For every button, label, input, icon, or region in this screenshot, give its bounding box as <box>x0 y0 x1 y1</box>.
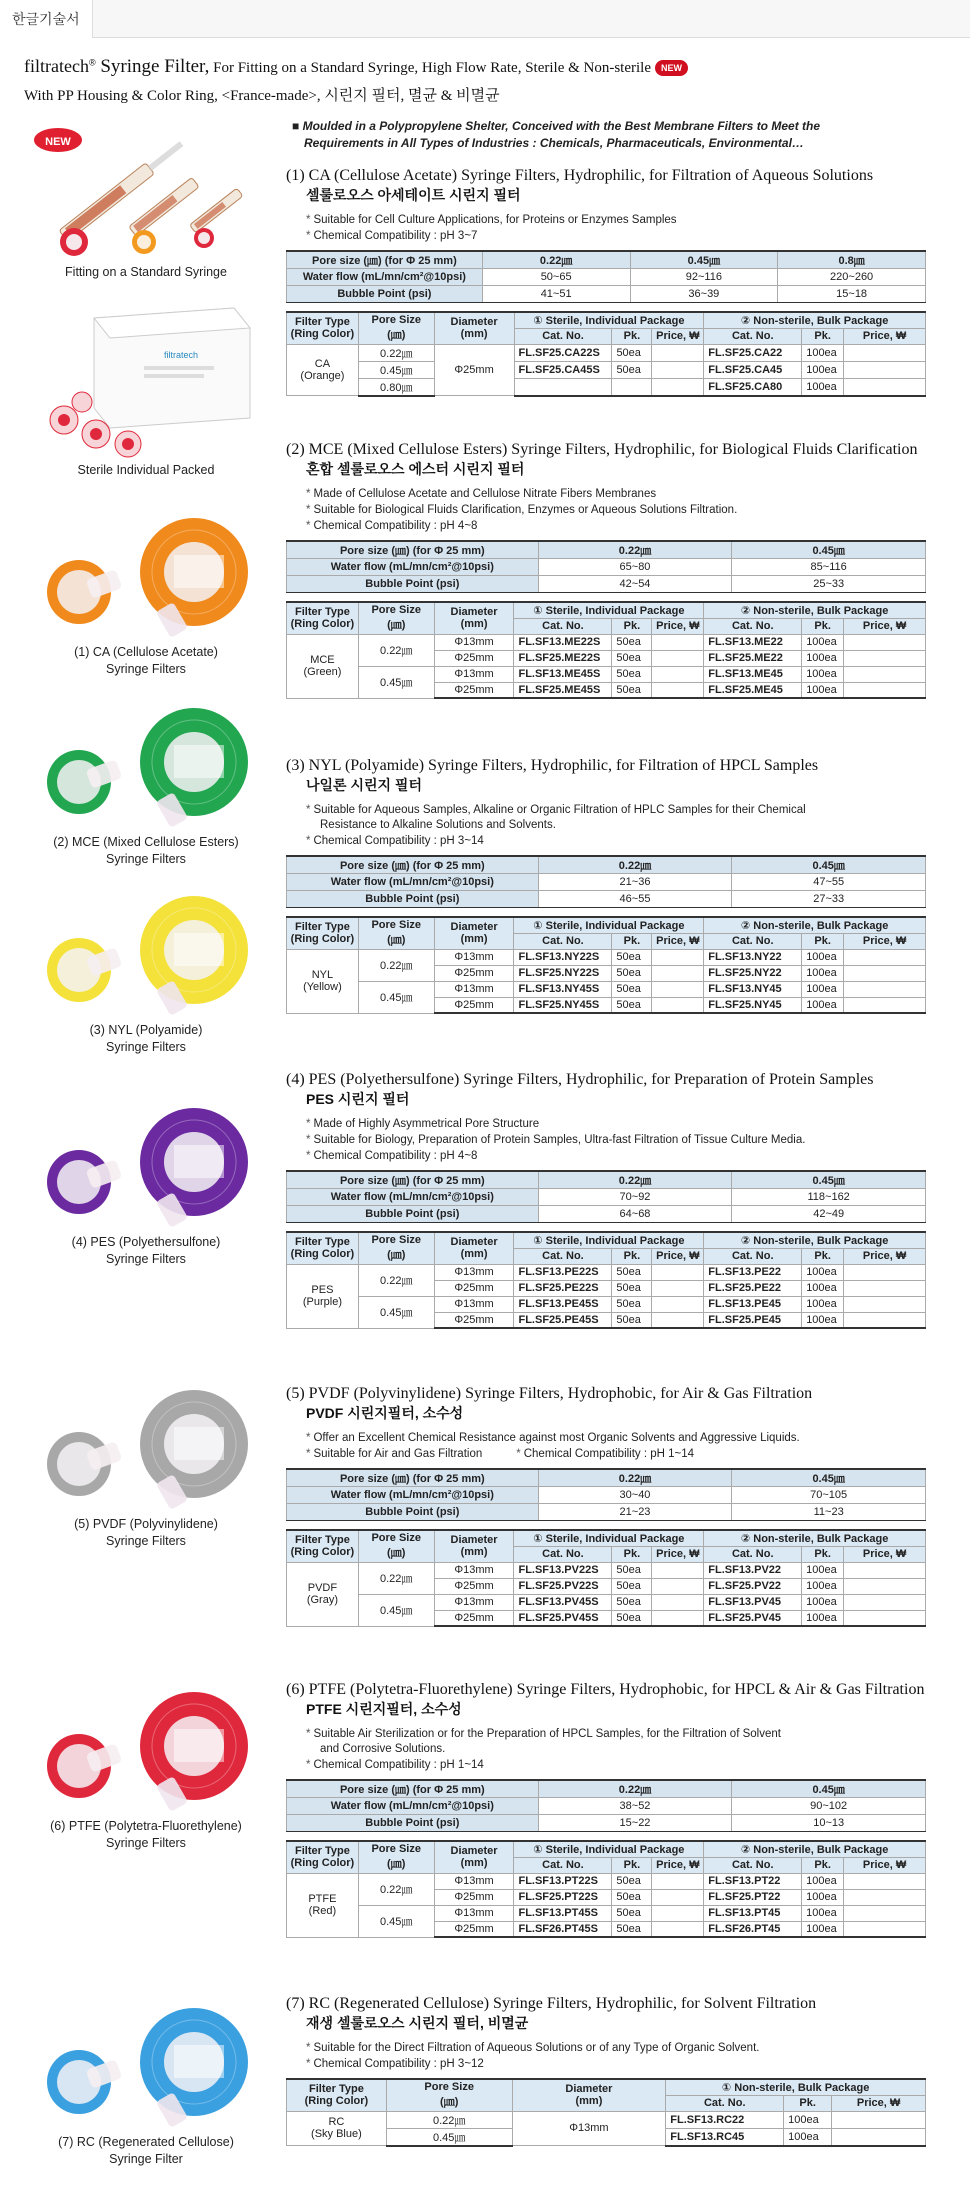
section-title: (4) PES (Polyethersulfone) Syringe Filters, Hydrophilic, for Preparation of Protein Samples <box>286 1071 874 1088</box>
catalog-table: Filter Type (Ring Color) Pore Size (㎛) Diameter (mm) ① Sterile, Individual Package ② Non-sterile, Bulk Package Cat. No. Pk. Price, ₩ Cat. No. Pk. Price, ₩ PVDF (Gray) 0.22㎛ Φ13mm FL.SF13.PV22S 50ea FL.SF13.PV22 100ea Φ25mm FL.SF25.PV22S 50ea FL.SF25.PV22 100ea 0.45㎛ Φ13mm FL.SF13.PV45S 50ea FL.SF13.PV45 100ea Φ25mm FL.SF25.PV45S 50ea FL.SF25.PV45 100ea <box>286 1529 926 1627</box>
product-section <box>286 1680 926 1938</box>
syringe-image-block <box>24 120 268 288</box>
bullet: * Suitable for the Direct Filtration of Aqueous Solutions or of any Type of Organic Solvent. <box>306 2042 760 2054</box>
filter-image-caption: Syringe Filters <box>106 1040 186 1054</box>
bullet-continued: and Corrosive Solutions. <box>320 1743 446 1755</box>
filter-image-caption: Syringe Filter <box>109 2152 183 2166</box>
spec-table: Pore size (㎛) (for Φ 25 mm) 0.22㎛ 0.45㎛ Water flow (mL/mn/cm²@10psi) 21~36 47~55 Bubble Point (psi) 46~55 27~33 <box>286 855 926 908</box>
catalog-table: Filter Type (Ring Color) Pore Size (㎛) Diameter (mm) ① Sterile, Individual Package ② Non-sterile, Bulk Package Cat. No. Pk. Price, ₩ Cat. No. Pk. Price, ₩ PTFE (Red) 0.22㎛ Φ13mm FL.SF13.PT22S 50ea FL.SF13.PT22 100ea Φ25mm FL.SF25.PT22S 50ea FL.SF25.PT22 100ea 0.45㎛ Φ13mm FL.SF13.PT45S 50ea FL.SF13.PT45 100ea Φ25mm FL.SF26.PT45S 50ea FL.SF26.PT45 100ea <box>286 1840 926 1938</box>
section-korean-title: 셀룰로오스 아세테이트 시린지 필터 <box>306 187 521 203</box>
bullet-continued: Resistance to Alkaline Solutions and Solvents. <box>320 819 556 831</box>
filter-image-caption: (1) CA (Cellulose Acetate) <box>74 645 218 659</box>
syringe-filter-illustration <box>24 888 268 1018</box>
catalog-table: Filter Type (Ring Color) Pore Size (㎛) Diameter (mm) ① Sterile, Individual Package ② Non-sterile, Bulk Package Cat. No. Pk. Price, ₩ Cat. No. Pk. Price, ₩ CA (Orange) 0.22㎛ Φ25mm FL.SF25.CA22S 50ea FL.SF25.CA22 100ea 0.45㎛ FL.SF25.CA45S 50ea FL.SF25.CA45 100ea 0.80㎛ FL.SF25.CA80 100ea <box>286 311 926 397</box>
page-subtitle: With PP Housing & Color Ring, <France-made>, 시린지 필터, 멸균 & 비멸균 <box>24 88 500 104</box>
syringe-filter-illustration <box>24 1100 268 1230</box>
section-korean-title: PTFE 시린지필터, 소수성 <box>306 1701 462 1717</box>
catalog-table: Filter Type (Ring Color) Pore Size (㎛) Diameter (mm) ① Sterile, Individual Package ② Non-sterile, Bulk Package Cat. No. Pk. Price, ₩ Cat. No. Pk. Price, ₩ MCE (Green) 0.22㎛ Φ13mm FL.SF13.ME22S 50ea FL.SF13.ME22 100ea Φ25mm FL.SF25.ME22S 50ea FL.SF25.ME22 100ea 0.45㎛ Φ13mm FL.SF13.ME45S 50ea FL.SF13.ME45 100ea Φ25mm FL.SF25.ME45S 50ea FL.SF25.ME45 100ea <box>286 601 926 699</box>
bullet: * Chemical Compatibility : pH 3~7 <box>306 230 478 242</box>
spec-table: Pore size (㎛) (for Φ 25 mm) 0.22㎛ 0.45㎛ Water flow (mL/mn/cm²@10psi) 38~52 90~102 Bubble Point (psi) 15~22 10~13 <box>286 1779 926 1832</box>
filter-image-block <box>24 1382 268 1562</box>
bullet: * Suitable for Air and Gas Filtration * Chemical Compatibility : pH 1~14 <box>306 1448 695 1460</box>
package-illustration <box>24 298 268 463</box>
caption-syringe: Fitting on a Standard Syringe <box>65 265 227 279</box>
filter-image-caption: Syringe Filters <box>106 1252 186 1266</box>
syringe-filter-illustration <box>24 1684 268 1814</box>
filter-image-caption: (5) PVDF (Polyvinylidene) <box>74 1517 218 1531</box>
filter-image-caption: Syringe Filters <box>106 1836 186 1850</box>
filter-image-block <box>24 700 268 880</box>
product-section <box>286 756 926 1014</box>
title-main: Syringe Filter, <box>95 56 210 77</box>
section-title: (2) MCE (Mixed Cellulose Esters) Syringe Filters, Hydrophilic, for Biological Fluids Clarification <box>286 441 918 458</box>
section-korean-title: PVDF 시린지필터, 소수성 <box>306 1405 464 1421</box>
title-rest: For Fitting on a Standard Syringe, High Flow Rate, Sterile & Non-sterile <box>209 60 651 76</box>
syringe-filter-illustration <box>24 700 268 830</box>
intro-line-1: ■ Moulded in a Polypropylene Shelter, Conceived with the Best Membrane Filters to Meet the <box>292 119 821 133</box>
product-section <box>286 440 926 699</box>
bullet: * Suitable for Biological Fluids Clarification, Enzymes or Aqueous Solutions Filtration. <box>306 504 738 516</box>
filter-image-caption: Syringe Filters <box>106 1534 186 1548</box>
caption-package: Sterile Individual Packed <box>77 463 215 477</box>
bullet: * Suitable for Cell Culture Applications, for Proteins or Enzymes Samples <box>306 214 677 226</box>
product-section <box>286 166 926 397</box>
new-badge-text: NEW <box>45 136 71 148</box>
bullet: * Made of Highly Asymmetrical Pore Structure <box>306 1118 540 1130</box>
filter-image-caption: (3) NYL (Polyamide) <box>89 1023 203 1037</box>
filter-image-block <box>24 888 268 1068</box>
section-korean-title: 나일론 시린지 필터 <box>306 777 422 793</box>
bullet: * Chemical Compatibility : pH 3~12 <box>306 2058 484 2070</box>
brand-name: filtratech <box>24 56 89 76</box>
filter-image-block <box>24 2000 268 2180</box>
spec-table: Pore size (㎛) (for Φ 25 mm) 0.22㎛ 0.45㎛ Water flow (mL/mn/cm²@10psi) 30~40 70~105 Bubble Point (psi) 21~23 11~23 <box>286 1468 926 1521</box>
syringe-filter-illustration <box>24 510 268 640</box>
catalog-table: Filter Type (Ring Color) Pore Size (㎛) Diameter (mm) ① Non-sterile, Bulk Package Cat. No. Pk. Price, ₩ RC (Sky Blue) 0.22㎛ Φ13mm FL.SF13.RC22 100ea 0.45㎛ FL.SF13.RC45 100ea <box>286 2078 926 2147</box>
spec-table: Pore size (㎛) (for Φ 25 mm) 0.22㎛ 0.45㎛ Water flow (mL/mn/cm²@10psi) 65~80 85~116 Bubble Point (psi) 42~54 25~33 <box>286 540 926 593</box>
section-korean-title: 재생 셀룰로오스 시린지 필터, 비멸균 <box>306 2015 529 2031</box>
tab-korean-spec[interactable]: 한글기술서 <box>0 0 93 38</box>
bullet: * Chemical Compatibility : pH 3~14 <box>306 835 484 847</box>
filter-image-caption: (4) PES (Polyethersulfone) <box>71 1235 221 1249</box>
filter-image-caption: (2) MCE (Mixed Cellulose Esters) <box>53 835 239 849</box>
filter-image-caption: Syringe Filters <box>106 662 186 676</box>
filter-image-caption: Syringe Filters <box>106 852 186 866</box>
filter-image-caption: (6) PTFE (Polytetra-Fluorethylene) <box>50 1819 242 1833</box>
page-title <box>24 56 688 78</box>
filter-image-block <box>24 1100 268 1280</box>
filter-image-block <box>24 510 268 690</box>
section-title: (5) PVDF (Polyvinylidene) Syringe Filters, Hydrophobic, for Air & Gas Filtration <box>286 1385 813 1402</box>
filter-image-block <box>24 1684 268 1864</box>
bullet: * Chemical Compatibility : pH 4~8 <box>306 1150 478 1162</box>
filter-image-caption: (7) RC (Regenerated Cellulose) <box>58 2135 234 2149</box>
product-section <box>286 1070 926 1329</box>
new-badge: NEW <box>655 60 688 76</box>
top-tab-bar <box>0 0 970 38</box>
bullet: * Made of Cellulose Acetate and Cellulose Nitrate Fibers Membranes <box>306 488 657 500</box>
section-title: (3) NYL (Polyamide) Syringe Filters, Hydrophilic, for Filtration of HPCL Samples <box>286 757 819 774</box>
section-title: (1) CA (Cellulose Acetate) Syringe Filters, Hydrophilic, for Filtration of Aqueous Solutions <box>286 167 874 184</box>
bullet: * Chemical Compatibility : pH 4~8 <box>306 520 478 532</box>
syringe-filter-illustration <box>24 1382 268 1512</box>
section-title: (6) PTFE (Polytetra-Fluorethylene) Syringe Filters, Hydrophobic, for HPCL & Air & Gas Filtration <box>286 1681 925 1698</box>
section-korean-title: PES 시린지 필터 <box>306 1091 410 1107</box>
product-section <box>286 1384 926 1627</box>
bullet: * Suitable for Aqueous Samples, Alkaline or Organic Filtration of HPLC Samples for their Chemical <box>306 804 806 816</box>
box-brand-text: filtratech <box>164 350 199 360</box>
product-section <box>286 1994 926 2147</box>
bullet: * Offer an Excellent Chemical Resistance against most Organic Solvents and Aggressive Liquids. <box>306 1432 800 1444</box>
bullet: * Suitable Air Sterilization or for the Preparation of HPCL Samples, for the Filtration of Solvent <box>306 1728 781 1740</box>
syringe-filter-illustration <box>24 2000 268 2130</box>
intro-line-2: Requirements in All Types of Industries : Chemicals, Pharmaceuticals, Environmental… <box>304 136 804 150</box>
section-title: (7) RC (Regenerated Cellulose) Syringe Filters, Hydrophilic, for Solvent Filtration <box>286 1995 817 2012</box>
bullet: * Chemical Compatibility : pH 1~14 <box>306 1759 484 1771</box>
spec-table: Pore size (㎛) (for Φ 25 mm) 0.22㎛ 0.45㎛ 0.8㎛ Water flow (mL/mn/cm²@10psi) 50~65 92~116 220~260 Bubble Point (psi) 41~51 36~39 15~18 <box>286 250 926 303</box>
catalog-table: Filter Type (Ring Color) Pore Size (㎛) Diameter (mm) ① Sterile, Individual Package ② Non-sterile, Bulk Package Cat. No. Pk. Price, ₩ Cat. No. Pk. Price, ₩ PES (Purple) 0.22㎛ Φ13mm FL.SF13.PE22S 50ea FL.SF13.PE22 100ea Φ25mm FL.SF25.PE22S 50ea FL.SF25.PE22 100ea 0.45㎛ Φ13mm FL.SF13.PE45S 50ea FL.SF13.PE45 100ea Φ25mm FL.SF25.PE45S 50ea FL.SF25.PE45 100ea <box>286 1231 926 1329</box>
section-korean-title: 혼합 셀룰로오스 에스터 시린지 필터 <box>306 461 525 477</box>
registered-mark: ® <box>88 57 96 68</box>
package-image-block <box>24 298 268 488</box>
catalog-table: Filter Type (Ring Color) Pore Size (㎛) Diameter (mm) ① Sterile, Individual Package ② Non-sterile, Bulk Package Cat. No. Pk. Price, ₩ Cat. No. Pk. Price, ₩ NYL (Yellow) 0.22㎛ Φ13mm FL.SF13.NY22S 50ea FL.SF13.NY22 100ea Φ25mm FL.SF25.NY22S 50ea FL.SF25.NY22 100ea 0.45㎛ Φ13mm FL.SF13.NY45S 50ea FL.SF13.NY45 100ea Φ25mm FL.SF25.NY45S 50ea FL.SF25.NY45 100ea <box>286 916 926 1014</box>
intro-note <box>292 118 820 152</box>
bullet: * Suitable for Biology, Preparation of Protein Samples, Ultra-fast Filtration of Tissue Culture Media. <box>306 1134 806 1146</box>
spec-table: Pore size (㎛) (for Φ 25 mm) 0.22㎛ 0.45㎛ Water flow (mL/mn/cm²@10psi) 70~92 118~162 Bubble Point (psi) 64~68 42~49 <box>286 1170 926 1223</box>
syringe-illustration <box>24 120 268 260</box>
